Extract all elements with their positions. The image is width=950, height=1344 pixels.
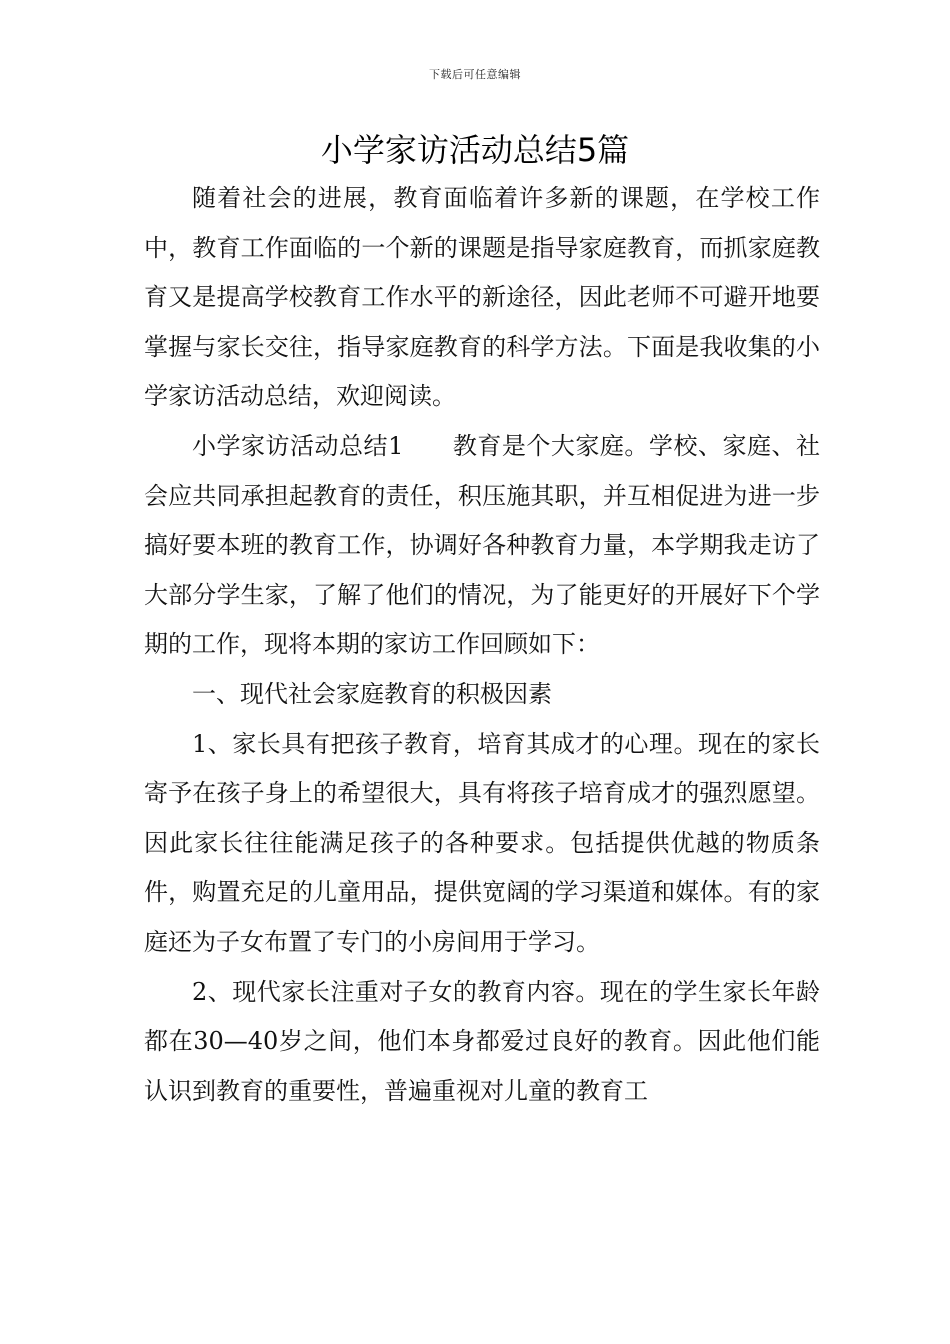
section-heading: 一、现代社会家庭教育的积极因素 [192, 679, 552, 708]
point-1-paragraph: 1、家长具有把孩子教育，培育其成才的心理。现在的家长寄予在孩子身上的希望很大，具有将孩子培育成才的强烈愿望。因此家长往往能满足孩子的各种要求。包括提供优越的物质条件，购置充足的儿童用品，提供宽阔的学习渠道和媒体。有的家庭还为子女布置了专门的小房间用于学习。 [144, 729, 820, 956]
document-title: 小学家访活动总结5篇 [320, 131, 630, 169]
intro-paragraph: 随着社会的进展，教育面临着许多新的课题，在学校工作中，教育工作面临的一个新的课题是指导家庭教育，而抓家庭教育又是提高学校教育工作水平的新途径，因此老师不可避开地要掌握与家长交往，指导家庭教育的科学方法。下面是我收集的小学家访活动总结，欢迎阅读。 [144, 184, 820, 411]
point-2-paragraph: 2、现代家长注重对子女的教育内容。现在的学生家长年龄都在30—40岁之间，他们本身都爱过良好的教育。因此他们能认识到教育的重要性，普遍重视对儿童的教育工 [144, 977, 820, 1105]
document-body [144, 174, 820, 1116]
summary-1-paragraph: 小学家访活动总结1 教育是个大家庭。学校、家庭、社会应共同承担起教育的责任，积压施其职，并互相促进为进一步搞好要本班的教育工作，协调好各种教育力量，本学期我走访了大部分学生家，了解了他们的情况，为了能更好的开展好下个学期的工作，现将本期的家访工作回顾如下： [144, 431, 820, 659]
header-note: 下载后可任意编辑 [429, 68, 521, 81]
